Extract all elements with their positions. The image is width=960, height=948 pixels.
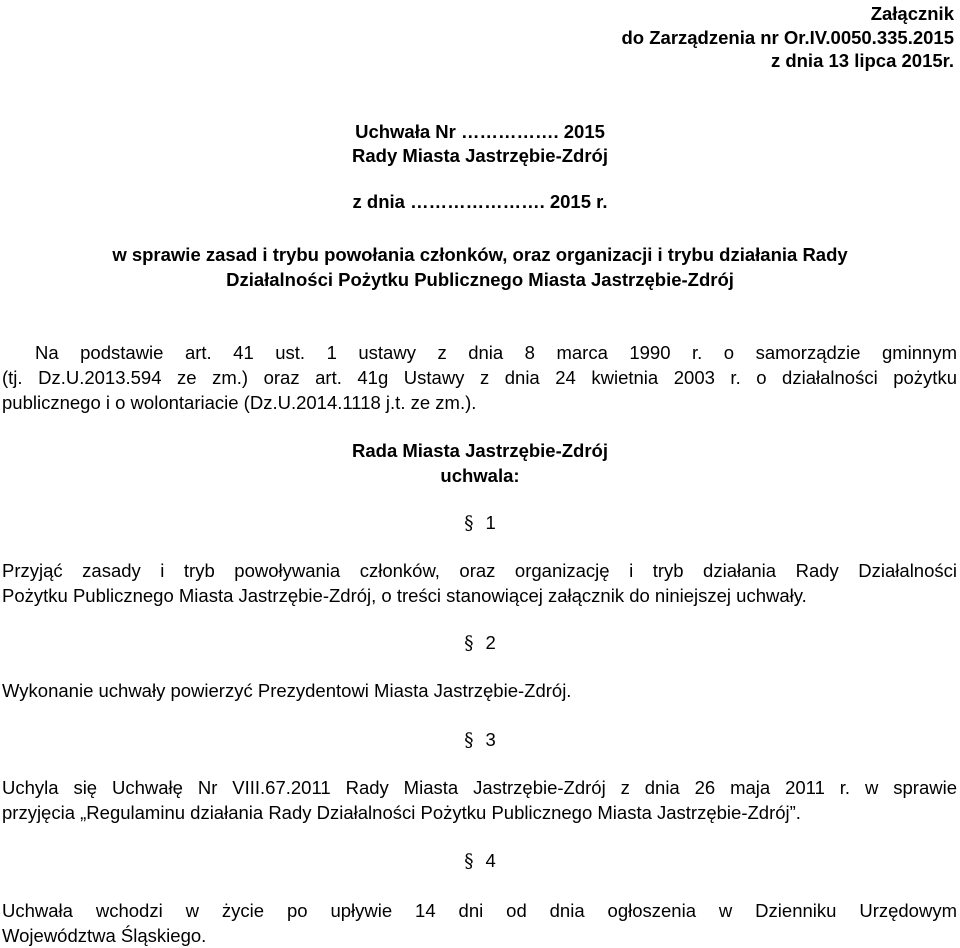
section-2-heading (0, 632, 960, 655)
section-symbol: § (464, 730, 474, 751)
section-4-line-2: Województwa Śląskiego. (2, 925, 207, 946)
subject-line-1: w sprawie zasad i trybu powołania członków, oraz organizacji i trybu działania Rady (112, 244, 848, 265)
legal-basis-line-1: Na podstawie art. 41 ust. 1 ustawy z dnia 8 marca 1990 r. o samorządzie gminnym (35, 342, 957, 363)
enacting-formula (0, 438, 960, 488)
section-1-heading (0, 512, 960, 535)
section-4-heading (0, 850, 960, 873)
section-1-text (2, 558, 957, 608)
section-4-text (2, 898, 957, 948)
subject-line-2: Działalności Pożytku Publicznego Miasta Jastrzębie-Zdrój (226, 269, 734, 290)
annex-header (621, 2, 954, 73)
annex-title: Załącznik (870, 3, 954, 24)
section-3-line-1: Uchyla się Uchwałę Nr VIII.67.2011 Rady Miasta Jastrzębie-Zdrój z dnia 26 maja 2011 r. w sprawie (2, 777, 957, 798)
resolution-subject (0, 242, 960, 292)
resolution-title: Uchwała Nr ……………. 2015 (355, 121, 605, 142)
enacting-verb: uchwala: (440, 465, 520, 486)
section-number: 1 (485, 512, 496, 533)
enacting-council: Rada Miasta Jastrzębie-Zdrój (352, 440, 608, 461)
section-symbol: § (464, 513, 474, 534)
annex-date: z dnia 13 lipca 2015r. (770, 50, 954, 71)
section-3-line-2: przyjęcia „Regulaminu działania Rady Działalności Pożytku Publicznego Miasta Jastrzębie-Zdrój”. (2, 802, 801, 823)
section-2-text: Wykonanie uchwały powierzyć Prezydentowi Miasta Jastrzębie-Zdrój. (2, 680, 572, 701)
section-number: 4 (485, 850, 496, 871)
resolution-title-block (0, 120, 960, 167)
section-3-text (2, 775, 957, 825)
section-1-line-2: Pożytku Publicznego Miasta Jastrzębie-Zdrój, o treści stanowiącej załącznik do niniejszej uchwały. (2, 585, 807, 606)
section-symbol: § (464, 851, 474, 872)
legal-basis-paragraph (2, 340, 957, 415)
section-number: 3 (485, 729, 496, 750)
section-4-line-1: Uchwała wchodzi w życie po upływie 14 dni od dnia ogłoszenia w Dzienniku Urzędowym (2, 900, 957, 921)
resolution-date: z dnia …………………. 2015 r. (352, 191, 608, 212)
section-symbol: § (464, 633, 474, 654)
legal-basis-line-2: (tj. Dz.U.2013.594 ze zm.) oraz art. 41g Ustawy z dnia 24 kwietnia 2003 r. o działalności pożytku (2, 367, 957, 388)
legal-basis-line-3: publicznego i o wolontariacie (Dz.U.2014.1118 j.t. ze zm.). (2, 392, 477, 413)
annex-ordinance-ref: do Zarządzenia nr Or.IV.0050.335.2015 (621, 26, 954, 48)
section-1-line-1: Przyjąć zasady i tryb powoływania członków, oraz organizację i tryb działania Rady Działalności (2, 560, 957, 581)
section-3-heading (0, 729, 960, 752)
resolution-council: Rady Miasta Jastrzębie-Zdrój (352, 144, 608, 166)
section-number: 2 (485, 632, 496, 653)
